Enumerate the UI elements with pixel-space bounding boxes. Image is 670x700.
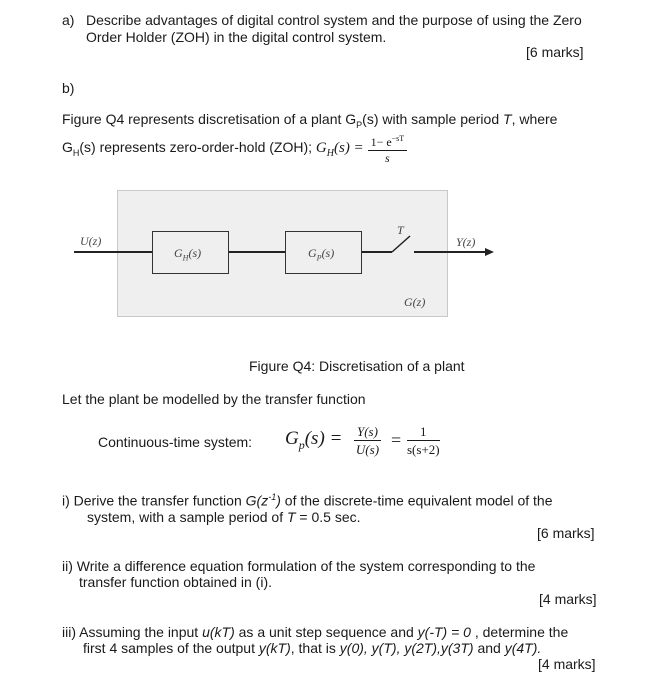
- system-label: Continuous-time system:: [98, 434, 253, 450]
- sampler-label: T: [397, 223, 404, 237]
- block1-label: $G_H(s)$: [174, 246, 202, 263]
- block2-label: $G_P(s)$: [308, 246, 335, 263]
- gh-text: G: [62, 139, 73, 156]
- q-iii-line1: iii) Assuming the input u(kT) as a unit step sequence and y(-T) = 0 , determine the: [62, 624, 569, 640]
- overall-label: G(z): [404, 295, 426, 309]
- intro-text-post: (s) with sample period: [362, 111, 500, 127]
- sampler-switch: [392, 236, 410, 252]
- intro-T: T: [503, 111, 512, 127]
- gh-text-sub: H: [72, 148, 80, 158]
- output-arrowhead: [485, 248, 494, 256]
- q-iii-line2: first 4 samples of the output y(kT), that is y(0), y(T), y(2T),y(3T) and y(4T).: [83, 640, 542, 656]
- intro-sub: P: [356, 119, 363, 130]
- input-label: U(z): [80, 234, 102, 248]
- part-a-line1: Describe advantages of digital control system and the purpose of using the Zero: [86, 12, 582, 28]
- gh-fraction: $\frac{1- e^{-sT}}{s}$: [368, 131, 408, 166]
- gh-text-post: (s) represents zero-order-hold (ZOH);: [79, 139, 313, 156]
- part-a-marks: [6 marks]: [526, 44, 584, 60]
- part-a-line2: Order Holder (ZOH) in the digital control system.: [86, 29, 387, 45]
- system-equals: =: [391, 430, 402, 450]
- figure-caption: Figure Q4: Discretisation of a plant: [249, 358, 465, 374]
- q-i-line1: i) Derive the transfer function $G(z^{-1})$ of the discrete-time equivalent model of the: [62, 492, 553, 509]
- q-iii-marks: [4 marks]: [538, 656, 596, 672]
- system-frac2: $\frac{1}{s(s+2)}$: [407, 424, 440, 457]
- part-b-label: b): [62, 80, 75, 96]
- gh-expr: $G_H(s)$ =: [315, 140, 364, 160]
- q-i-marks: [6 marks]: [537, 525, 595, 541]
- q-ii-line2: transfer function obtained in (i).: [79, 574, 272, 590]
- part-a-label: a): [62, 12, 75, 28]
- model-intro: Let the plant be modelled by the transfer function: [62, 391, 366, 407]
- intro-text: Figure Q4 represents discretisation of a plant G: [62, 111, 357, 127]
- output-label: Y(z): [456, 235, 476, 249]
- system-frac1: $\frac{Y(s)}{U(s)}$: [355, 424, 380, 457]
- intro-end: , where: [511, 111, 558, 127]
- q-i-line2: system, with a sample period of T = 0.5 sec.: [87, 509, 361, 525]
- q-ii-line1: ii) Write a difference equation formulation of the system corresponding to the: [62, 558, 536, 574]
- system-lhs: $G_p(s)$ =: [285, 428, 343, 452]
- q-ii-marks: [4 marks]: [539, 591, 597, 607]
